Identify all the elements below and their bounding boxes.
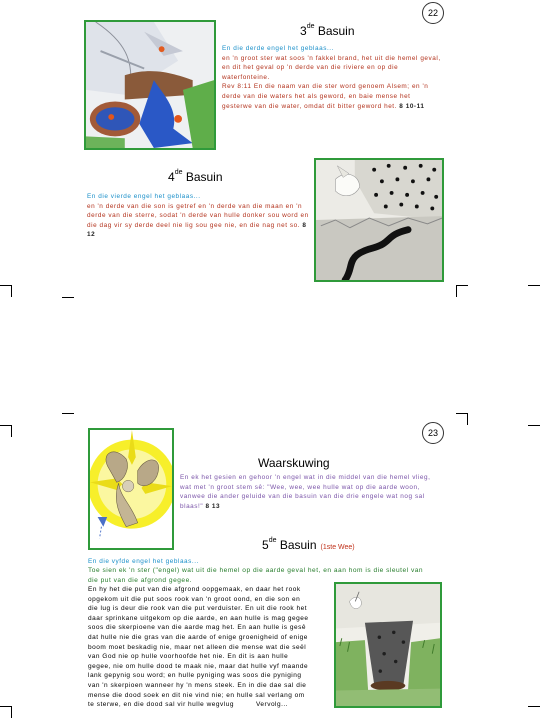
fifth-trumpet-line: gegee, nie om hulle dood te maak nie, maar dat hulle vyf maande [88, 662, 309, 670]
fifth-trumpet-line: van God nie op hulle voorhoofde het nie. En dit is aan hulle [88, 653, 289, 661]
fifth-trumpet-line: lank gepynig sou word; en hulle pyniging was soos die pyniging [88, 672, 302, 680]
crop-mark-icon [528, 285, 540, 286]
warning-angel-illustration [88, 428, 174, 550]
fifth-trumpet-woe-tag: (1ste Wee) [320, 544, 355, 551]
fifth-trumpet-line: daar sprinkane uitgekom op die aarde, en aan hulle is mag gegee [88, 614, 309, 622]
fourth-trumpet-body: en 'n derde van die son is getref en 'n derde van die maan en 'n derde van die sterre, sodat 'n derde van hulle donker sou word en die dag vir sy derde deel nie lig sou gee nie, en die nag net so. 8 12 [87, 202, 309, 239]
continued-label: Vervolg... [255, 701, 289, 709]
third-trumpet-body: en 'n groot ster wat soos 'n fakkel brand, het uit die hemel geval, en dit het geval op 'n derde van die riviere en op die waterfonteine. [222, 54, 441, 81]
fifth-trumpet-last-line: te sterwe, en die dood sal vir hulle wegvlug Vervolg... [88, 701, 289, 709]
fifth-trumpet-illustration [334, 582, 442, 708]
fifth-trumpet-line: van 'n skerpioen wanneer hy 'n mens steek. En in die dae sal die [88, 681, 307, 689]
page-number-badge: 22 [422, 2, 444, 24]
warning-text [180, 473, 442, 511]
fifth-trumpet-heading: 5de Basuin (1ste Wee) [262, 537, 355, 552]
crop-mark-icon [11, 425, 12, 437]
warning-body: En ek het gesien en gehoor 'n engel wat in die middel van die hemel vlieg, wat met 'n groot stem sê: "Wee, wee, wee hulle wat op die aarde woon, vanwee die ander geluide van die basuin van die drie engele wat nog sal blaas!" [180, 474, 431, 510]
third-trumpet-text [222, 44, 442, 111]
crop-mark-icon [528, 706, 540, 707]
fourth-trumpet-illustration [314, 158, 444, 282]
fourth-trumpet-text [87, 192, 309, 240]
fifth-trumpet-line: opgekom uit die put soos rook van 'n groot oond, en die son en [88, 595, 301, 603]
third-trumpet-illustration [84, 20, 216, 150]
crop-mark-icon [528, 425, 540, 426]
third-trumpet-reference: Rev 8:11 En die naam van die ster word genoem Alsem; en 'n derde van die waters het als geword, en baie mense het gesterwe van die water, omdat dit bitter geword het. 8 10-11 [222, 83, 429, 110]
page-number-badge: 23 [422, 422, 444, 444]
fifth-trumpet-line: die lug is deur die rook van die put verduister. En uit die rook het [88, 605, 307, 613]
crop-mark-icon [11, 285, 12, 297]
fifth-trumpet-line: boom moet beskadig nie, maar net alleen die mense wat die seël [88, 643, 307, 651]
warning-heading: Waarskuwing [258, 456, 330, 470]
fifth-trumpet-line: soos die skerpioene van die aarde mag het. En aan hulle is gesê [88, 624, 306, 632]
fourth-trumpet-intro: En die vierde engel het geblaas... [87, 193, 201, 200]
fifth-trumpet-line: En hy het die put van die afgrond oopgemaak, en daar het rook [88, 586, 301, 593]
crop-mark-icon [11, 706, 12, 718]
warning-reference: 8 13 [205, 502, 221, 510]
fifth-trumpet-line: die put van die afgrond gegee. [88, 576, 193, 584]
fifth-trumpet-body [88, 585, 330, 710]
fifth-trumpet-line: dat hulle nie die gras van die aarde of enige groenigheid of enige [88, 633, 308, 641]
fourth-trumpet-heading: 4de Basuin [168, 169, 223, 184]
crop-mark-icon [62, 297, 74, 298]
fifth-trumpet-line: Toe sien ek 'n ster ("engel) wat uit die hemel op die aarde geval het, en aan hom is die sleutel van [88, 567, 424, 574]
fifth-trumpet-line: mense die dood soek en dit nie vind nie; en hulle sal verlang om [88, 691, 305, 699]
crop-mark-icon [456, 285, 468, 286]
third-trumpet-heading: 3de Basuin [300, 23, 355, 38]
third-trumpet-intro: En die derde engel het geblaas... [222, 45, 334, 52]
crop-mark-icon [467, 413, 468, 425]
crop-mark-icon [456, 285, 457, 297]
crop-mark-icon [62, 413, 74, 414]
fifth-trumpet-intro: En die vyfde engel het geblaas... [88, 558, 199, 565]
